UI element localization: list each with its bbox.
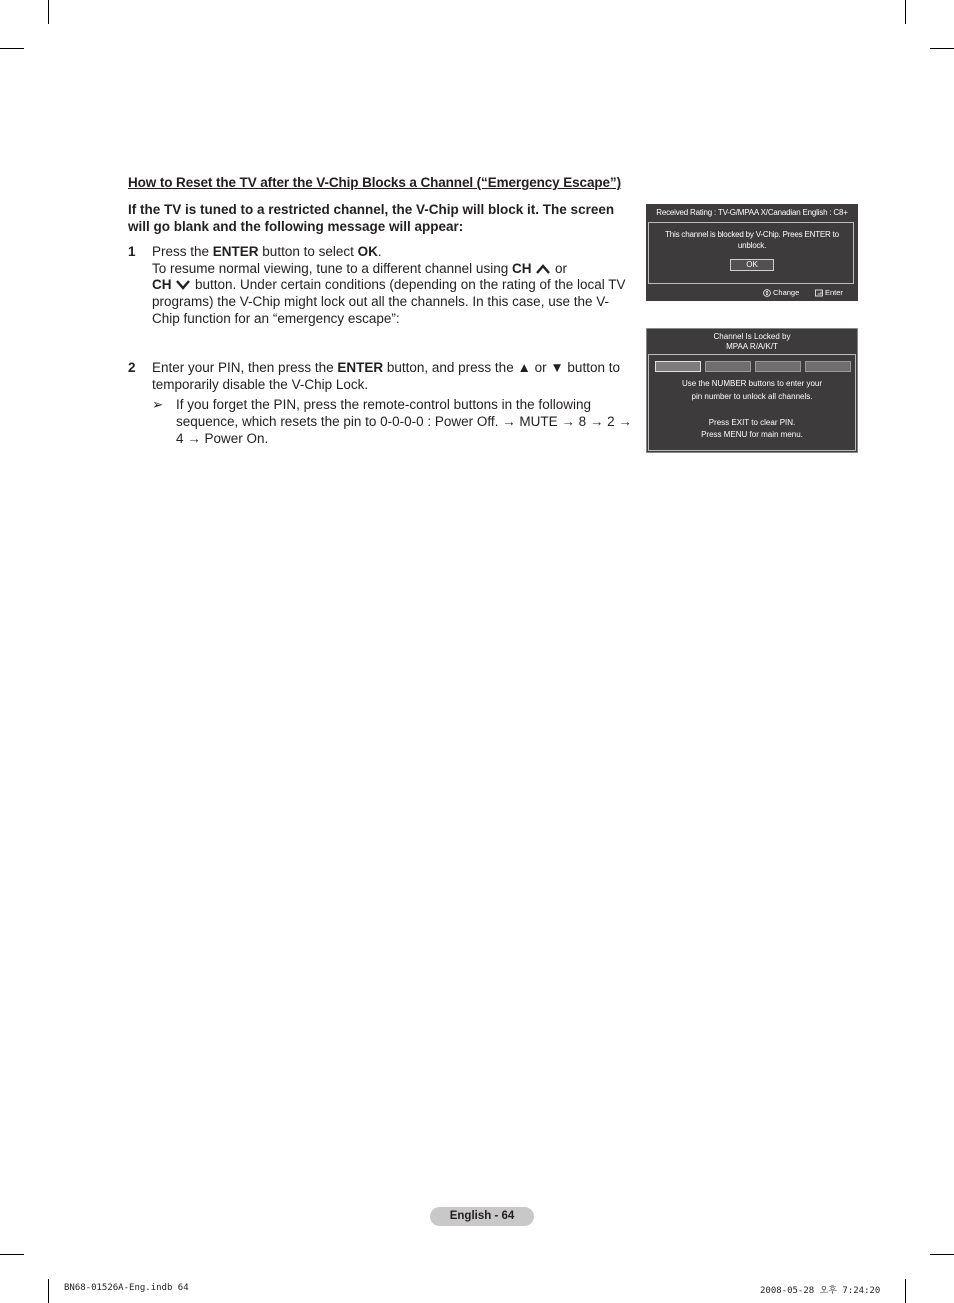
locked-title-line: MPAA R/A/K/T (726, 342, 778, 351)
hint-label: Enter (825, 288, 843, 297)
enter-icon (815, 289, 823, 297)
note (152, 397, 633, 447)
section-heading: How to Reset the TV after the V-Chip Blocks a Channel (“Emergency Escape”) (128, 175, 621, 190)
menu-instruction: Press MENU for main menu. (701, 430, 803, 439)
page-number: English - 64 (430, 1207, 534, 1226)
ok-key-label: OK (357, 244, 378, 259)
pin-digit-field[interactable] (755, 361, 801, 372)
received-rating-title: Received Rating : TV-G/MPAA X/Canadian English : C8+ (656, 208, 848, 217)
step-text: Press the (152, 244, 213, 259)
crop-mark (48, 1279, 49, 1303)
step-text: . (377, 244, 382, 259)
updown-icon (763, 289, 771, 297)
pin-fields (655, 361, 851, 372)
blocked-message: This channel is blocked by V-Chip. Prees ENTER to unblock. (665, 230, 839, 250)
step-text: button. Under certain conditions (depending on the rating of the local TV programs) the V-Chip might lock out all the channels. In this case, use the V-Chip function for an “emergency escape”: (152, 277, 626, 326)
crop-mark (905, 0, 906, 24)
intro-paragraph: If the TV is tuned to a restricted channel, the V-Chip will block it. The screen will go blank and the following message will appear: (128, 202, 615, 234)
crop-mark (930, 1254, 954, 1255)
arrow-bullet-icon: ➢ (152, 397, 164, 413)
enter-key-label: ENTER (212, 244, 259, 259)
channel-locked-screen (646, 328, 858, 453)
step-text: To resume normal viewing, tune to a different channel using (152, 260, 512, 276)
enter-key-label: ENTER (337, 360, 384, 375)
note-text: If you forget the PIN, press the remote-control buttons in the following sequence, which resets the pin to 0-0-0-0 : Power Off. → MUTE → 8 → 2 → 4 → Power On. (176, 397, 632, 446)
step-text: button, and press the ▲ or ▼ button to temporarily disable the V-Chip Lock. (152, 360, 620, 392)
crop-mark (930, 48, 954, 49)
message-panel (648, 222, 854, 284)
ch-key-label: CH (511, 260, 532, 276)
chevron-up-icon (535, 264, 551, 274)
pin-instruction: Use the NUMBER buttons to enter your (681, 379, 823, 388)
step-text: or (551, 260, 567, 276)
step-1 (128, 244, 633, 328)
ch-key-label: CH (152, 277, 172, 293)
step-number: 2 (128, 360, 136, 375)
hint-label: Change (773, 288, 800, 297)
step-text: button to select (258, 244, 358, 259)
locked-title-line: Channel Is Locked by (713, 332, 791, 341)
crop-mark (905, 1279, 906, 1303)
pin-instruction: pin number to unlock all channels. (691, 392, 813, 401)
step-number: 1 (128, 244, 136, 259)
ok-button[interactable]: OK (730, 259, 774, 271)
pin-digit-field[interactable] (655, 361, 701, 372)
exit-instruction: Press EXIT to clear PIN. (708, 418, 796, 427)
pin-panel (648, 354, 856, 451)
step-2 (128, 360, 633, 448)
footer-file-info: BN68-01526A-Eng.indb 64 (64, 1283, 189, 1293)
footer-timestamp: 2008-05-28 오후 7:24:20 (760, 1286, 881, 1296)
blocked-channel-screen (646, 204, 858, 301)
crop-mark (48, 0, 49, 24)
step-body (152, 244, 633, 328)
step-body (152, 360, 633, 393)
locked-title (647, 332, 857, 352)
chevron-down-icon (175, 280, 191, 290)
change-hint (763, 288, 799, 297)
enter-hint (815, 288, 843, 297)
crop-mark (0, 1254, 24, 1255)
pin-digit-field[interactable] (805, 361, 851, 372)
pin-digit-field[interactable] (705, 361, 751, 372)
step-text: Enter your PIN, then press the (152, 360, 338, 375)
crop-mark (0, 48, 24, 49)
